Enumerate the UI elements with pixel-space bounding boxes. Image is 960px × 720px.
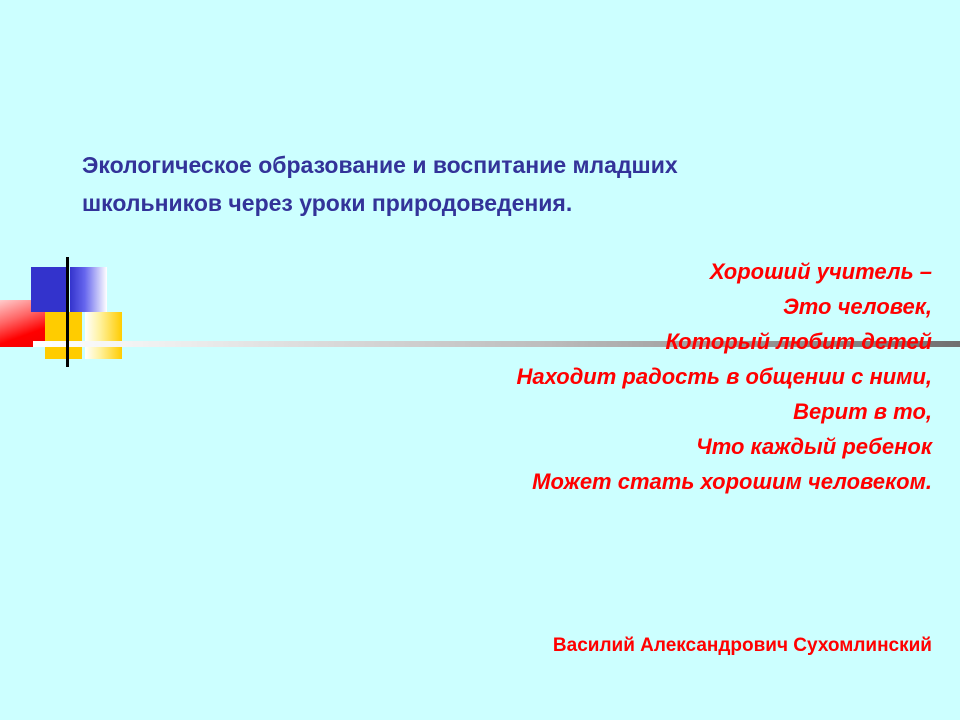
quote-line: Верит в то, [793,399,932,424]
quote-author: Василий Александрович Сухомлинский [552,635,932,656]
quote-line: Который любит детей [665,329,932,354]
quote-line: Может стать хорошим человеком. [532,469,932,494]
blue-gradient-block [70,267,107,312]
yellow-block [45,312,82,359]
quote-line: Находит радость в общении с ними, [516,364,932,389]
yellow-gradient-block [85,312,122,359]
quote-line: Это человек, [782,294,932,319]
quote-line: Хороший учитель – [709,259,932,284]
quote-line: Что каждый ребенок [696,434,932,459]
epigraph-quote [472,258,932,503]
vertical-divider [66,257,69,367]
blue-block [31,267,68,312]
slide-title: Экологическое образование и воспитание младших школьников через уроки природоведения. [82,152,678,216]
